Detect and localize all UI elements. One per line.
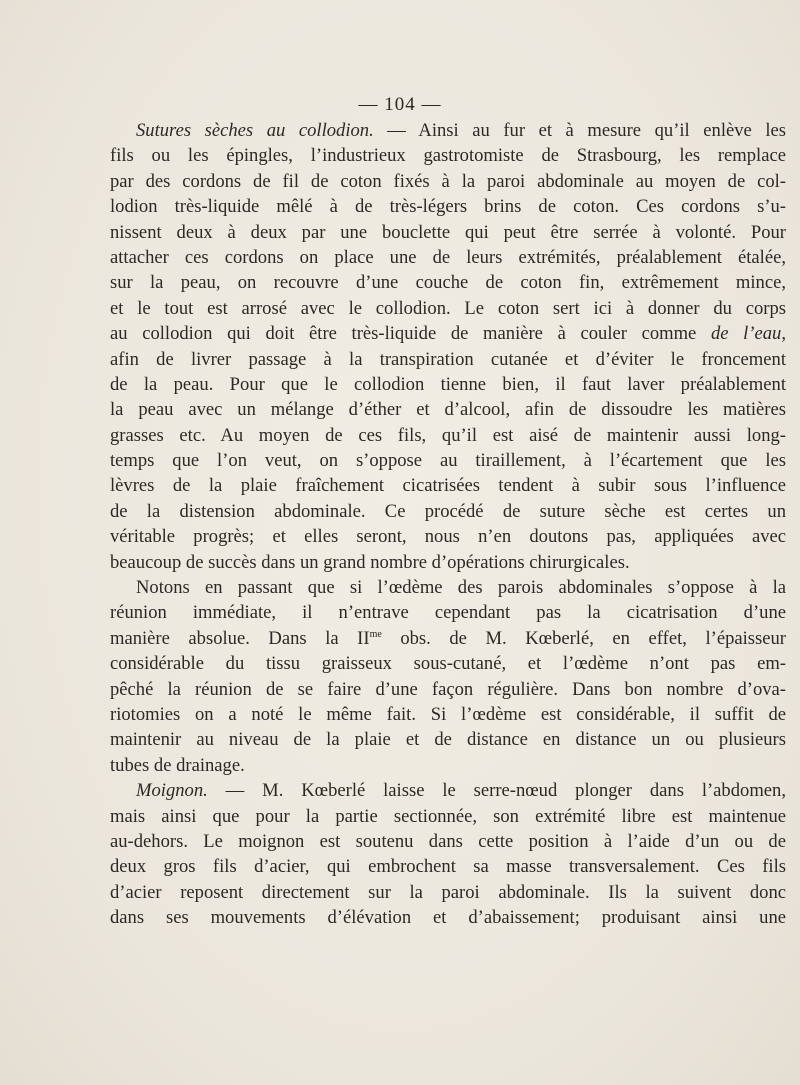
section-heading-sutures: Sutures sèches au collodion. bbox=[136, 120, 374, 141]
text-line: réunion immédiate, il n’entrave cependant pas la cicatrisation d’une bbox=[110, 602, 786, 624]
text-line: temps que l’on veut, on s’oppose au tiraillement, à l’écartement que les bbox=[110, 450, 786, 472]
text-line: au-dehors. Le moignon est soutenu dans cette position à l’aide d’un ou de bbox=[110, 830, 786, 852]
text-line: lèvres de la plaie fraîchement cicatrisées tendent à subir sous l’influence bbox=[110, 475, 786, 497]
text-line: sur la peau, on recouvre d’une couche de coton fin, extrêmement mince, bbox=[110, 272, 786, 294]
text-line: dans ses mouvements d’élévation et d’abaissement; produisant ainsi une bbox=[110, 907, 786, 929]
text-line: Notons en passant que si l’œdème des parois abdominales s’oppose à la bbox=[136, 577, 786, 599]
text-line-content: obs. de M. Kœberlé, en effet, l’épaisseur bbox=[381, 627, 786, 649]
text-line: tubes de drainage. bbox=[110, 754, 245, 776]
text-line: riotomies on a noté le même fait. Si l’œdème est considérable, il suffit de bbox=[110, 703, 786, 725]
text-line bbox=[110, 778, 786, 803]
text-line-content: au collodion qui doit être très-liquide de manière à couler comme bbox=[110, 323, 711, 345]
text-line: pêché la réunion de se faire d’une façon régulière. Dans bon nombre d’ova- bbox=[110, 678, 786, 700]
text-line: considérable du tissu graisseux sous-cutané, et l’œdème n’ont pas em- bbox=[110, 653, 786, 675]
paragraph-sutures bbox=[110, 118, 786, 575]
section-heading-moignon: Moignon. bbox=[136, 780, 208, 802]
italic-phrase: de l’eau, bbox=[710, 323, 786, 345]
body-text bbox=[110, 118, 786, 931]
text-line: de la distension abdominale. Ce procédé de suture sèche est certes un bbox=[110, 500, 786, 522]
page-number: — 104 — bbox=[358, 94, 442, 115]
text-line-content: manière absolue. Dans la II bbox=[110, 627, 370, 649]
text-line: mais ainsi que pour la partie sectionnée, son extrémité libre est maintenue bbox=[110, 805, 786, 827]
text-line: beaucoup de succès dans un grand nombre d’opérations chirurgicales. bbox=[110, 551, 630, 573]
text-line: deux gros fils d’acier, qui embrochent sa masse transversalement. Ces fils bbox=[110, 856, 786, 878]
text-line: la peau avec un mélange d’éther et d’alcool, afin de dissoudre les matières bbox=[110, 399, 786, 421]
superscript: me bbox=[369, 628, 382, 640]
text-line: de la peau. Pour que le collodion tienne bien, il faut laver préalablement bbox=[110, 373, 786, 395]
text-line: grasses etc. Au moyen de ces fils, qu’il est aisé de maintenir aussi long- bbox=[110, 424, 786, 446]
text-line: lodion très-liquide mêlé à de très-légers brins de coton. Ces cordons s’u- bbox=[110, 196, 786, 218]
text-line: et le tout est arrosé avec le collodion. Le coton sert ici à donner du corps bbox=[110, 297, 786, 319]
text-line: afin de livrer passage à la transpiration cutanée et d’éviter le froncement bbox=[110, 348, 786, 370]
text-line: maintenir au niveau de la plaie et de distance en distance un ou plusieurs bbox=[110, 729, 786, 751]
text-line bbox=[110, 118, 786, 143]
text-line: par des cordons de fil de coton fixés à la paroi abdominale au moyen de col- bbox=[110, 170, 786, 192]
text-line: véritable progrès; et elles seront, nous n’en doutons pas, appliquées avec bbox=[110, 526, 786, 548]
text-line-content: — Ainsi au fur et à mesure qu’il enlève les bbox=[373, 120, 786, 141]
text-line: nissent deux à deux par une bouclette qui peut être serrée à volonté. Pour bbox=[110, 221, 786, 243]
text-line-content: — M. Kœberlé laisse le serre-nœud plonger dans l’abdomen, bbox=[207, 780, 786, 802]
text-line: d’acier reposent directement sur la paroi abdominale. Ils la suivent donc bbox=[110, 881, 786, 903]
paragraph-moignon bbox=[110, 778, 786, 930]
paragraph-oedeme bbox=[110, 575, 786, 778]
text-line: attacher ces cordons on place une de leurs extrémités, préalablement étalée, bbox=[110, 246, 786, 268]
text-line bbox=[110, 626, 786, 651]
text-line: fils ou les épingles, l’industrieux gastrotomiste de Strasbourg, les remplace bbox=[110, 145, 786, 167]
text-line bbox=[110, 321, 786, 346]
